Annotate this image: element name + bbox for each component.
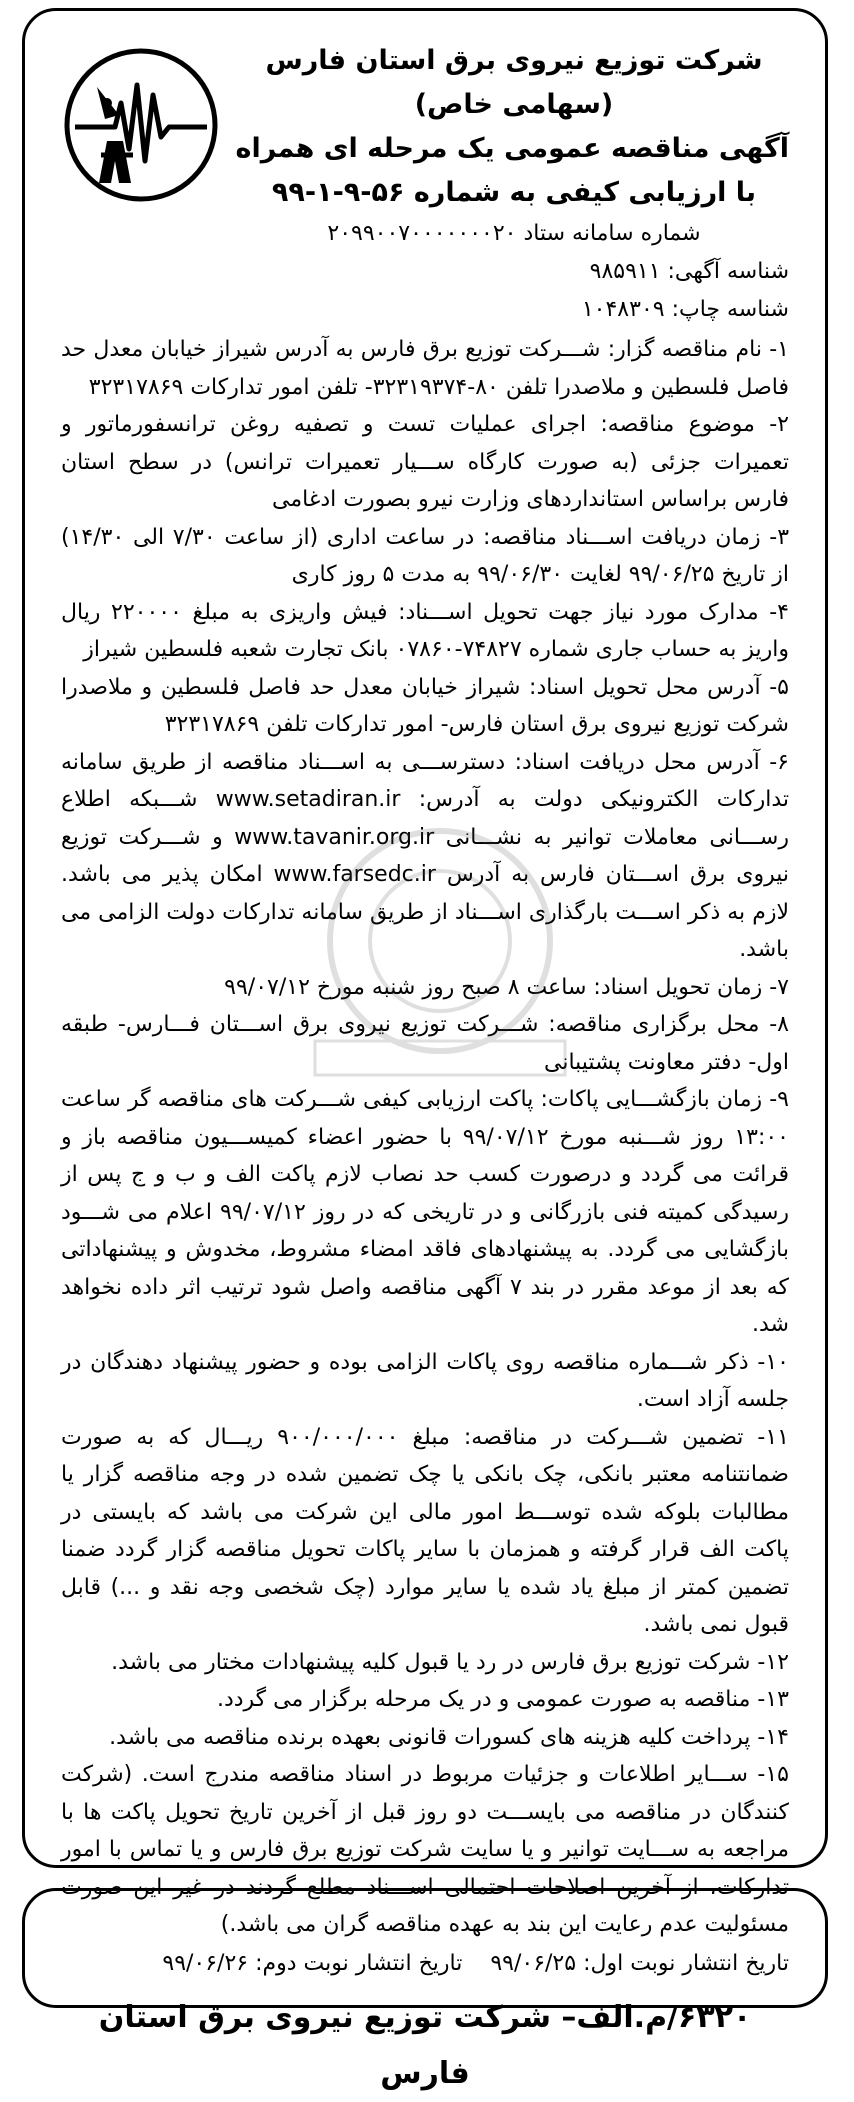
item-10: ۱۰- ذکر شـــماره مناقصه روی پاکات الزامی بوده و حضور پیشنهاد دهندگان در جلسه آزاد است. xyxy=(61,1349,789,1412)
notice-header xyxy=(235,39,789,215)
notice-subtitle: با ارزیابی کیفی به شماره ۵۶-۹-۱-۹۹ xyxy=(271,177,757,208)
item-11: ۱۱- تضمین شـــرکت در مناقصه: مبلغ ۹۰۰/۰۰۰/۰۰۰ ریـــال که به صورت ضمانتنامه معتبر بانکی، چک بانکی یا چک تضمین شده در وجه مناقصه گزار یا مطالبات بلوکه شده توســـط امور مالی این شرکت می باشد که بایستی در پاکت الف قرار گرفته و همزمان با سایر پاکات تحویل مناقصه گزار گردد ضمنا تضمین کمتر از مبلغ یاد شده یا سایر موارد (چک شخصی وجه نقد و ...) قابل قبول نمی باشد. xyxy=(61,1424,789,1637)
item-13: ۱۳- مناقصه به صورت عمومی و در یک مرحله برگزار می گردد. xyxy=(216,1687,789,1712)
company-type: (سهامی خاص) xyxy=(414,89,614,120)
company-logo-icon xyxy=(61,45,221,205)
notice-body xyxy=(61,331,789,1944)
item-8: ۸- محل برگزاری مناقصه: شـــرکت توزیع نیروی برق اســـتان فـــارس- طبقه اول- دفتر معاونت پشتیبانی xyxy=(61,1012,789,1075)
ad-id: شناسه آگهی: ۹۸۵۹۱۱ xyxy=(589,259,789,284)
item-12: ۱۲- شرکت توزیع برق فارس در رد یا قبول کلیه پیشنهادات مختار می باشد. xyxy=(111,1649,789,1675)
tender-notice xyxy=(22,8,828,2091)
item-14: ۱۴- پرداخت کلیه هزینه های کسورات قانونی بعهده برنده مناقصه می باشد. xyxy=(109,1724,789,1750)
notice-footer: ۶۳۲۰/م.الف– شرکت توزیع نیروی برق استان فارس xyxy=(98,1999,752,2091)
notice-title: آگهی مناقصه عمومی یک مرحله ای همراه xyxy=(235,133,789,164)
setad-number: شماره سامانه ستاد ۲۰۹۹۰۰۷۰۰۰۰۰۰۰۲۰ xyxy=(327,221,701,246)
item-9: ۹- زمان بازگشـــایی پاکات: پاکت ارزیابی کیفی شـــرکت های مناقصه گر ساعت ۱۳:۰۰ روز شـــنبه مورخ ۹۹/۰۷/۱۲ با حضور اعضاء کمیســـیون مناقصه باز و قرائت می گردد و درصورت کسب حد نصاب لازم پاکت الف و ب و ج پس از رسیدگی کمیته فنی بازرگانی و در تاریخی که در روز ۹۹/۰۷/۱۲ اعلام می شـــود بازگشایی می گردد. به پیشنهادهای فاقد امضاء مشروط، مخدوش و پیشنهاداتی که بعد از موعد مقرر در بند ۷ آگهی مناقصه واصل شود ترتیب اثر داده نخواهد شد. xyxy=(61,1087,790,1337)
next-notice-frame xyxy=(22,1888,828,2008)
item-5: ۵- آدرس محل تحویل اسناد: شیراز خیابان معدل حد فاصل فلسطین و ملاصدرا شرکت توزیع نیروی برق استان فارس- امور تدارکات تلفن ۳۲۳۱۷۸۶۹ xyxy=(61,674,789,737)
item-15: ۱۵- ســـایر اطلاعات و جزئیات مربوط در اسناد مناقصه مندرج است. (شرکت کنندگان در مناقصه می بایســـت دو روز قبل از آخرین تاریخ تحویل پاکت ها با مراجعه به ســـایت توانیر و یا سایت شرکت توزیع برق فارس و یا تماس با امور تدارکات، از آخرین اصلاحات احتمالی اســـناد مطلع گردند در غیر این صورت مسئولیت عدم رعایت این بند به عهده مناقصه گران می باشد.) xyxy=(61,1762,789,1937)
publication-first: تاریخ انتشار نوبت اول: ۹۹/۰۶/۲۵ xyxy=(490,1950,789,1976)
publication-second: تاریخ انتشار نوبت دوم: ۹۹/۰۶/۲۶ xyxy=(162,1950,463,1976)
item-2: ۲- موضوع مناقصه: اجرای عملیات تست و تصفیه روغن ترانسفورماتور و تعمیرات جزئی (به صورت کارگاه ســـیار تعمیرات ترانس) در سطح استان فارس براساس استانداردهای وزارت نیرو بصورت ادغامی xyxy=(61,412,789,512)
item-7: ۷- زمان تحویل اسناد: ساعت ۸ صبح روز شنبه مورخ ۹۹/۰۷/۱۲ xyxy=(224,974,789,1000)
print-id: شناسه چاپ: ۱۰۴۸۳۰۹ xyxy=(581,297,789,322)
company-name: شرکت توزیع نیروی برق استان فارس xyxy=(265,45,763,76)
item-4: ۴- مدارک مورد نیاز جهت تحویل اســـناد: فیش واریزی به مبلغ ۲۲۰۰۰۰ ریال واریز به حساب جاری شماره ۷۴۸۲۷-۰۷۸۶۰ بانک تجارت شعبه فلسطین شیراز xyxy=(61,599,789,662)
item-1: ۱- نام مناقصه گزار: شـــرکت توزیع برق فارس به آدرس شیراز خیابان معدل حد فاصل فلسطین و ملاصدرا تلفن ۸۰-۳۲۳۱۹۳۷۴- تلفن امور تدارکات ۳۲۳۱۷۸۶۹ xyxy=(61,337,789,400)
item-6: ۶- آدرس محل دریافت اسناد: دسترســـی به اســـناد مناقصه از طریق سامانه تدارکات الکترونیکی دولت به آدرس: www.setadiran.ir شـــبکه اطلاع رســـانی معاملات توانیر به نشـــانی www.tavanir.org.ir و شـــرکت توزیع نیروی برق اســـتان فارس به آدرس www.farsedc.ir امکان پذیر می باشد. لازم به ذکر اســـت بارگذاری اســـناد از طریق سامانه تدارکات دولت الزامی می باشد. xyxy=(61,749,790,962)
item-3: ۳- زمان دریافت اســـناد مناقصه: در ساعت اداری (از ساعت ۷/۳۰ الی ۱۴/۳۰) از تاریخ ۹۹/۰۶/۲۵ لغایت ۹۹/۰۶/۳۰ به مدت ۵ روز کاری xyxy=(61,524,790,587)
